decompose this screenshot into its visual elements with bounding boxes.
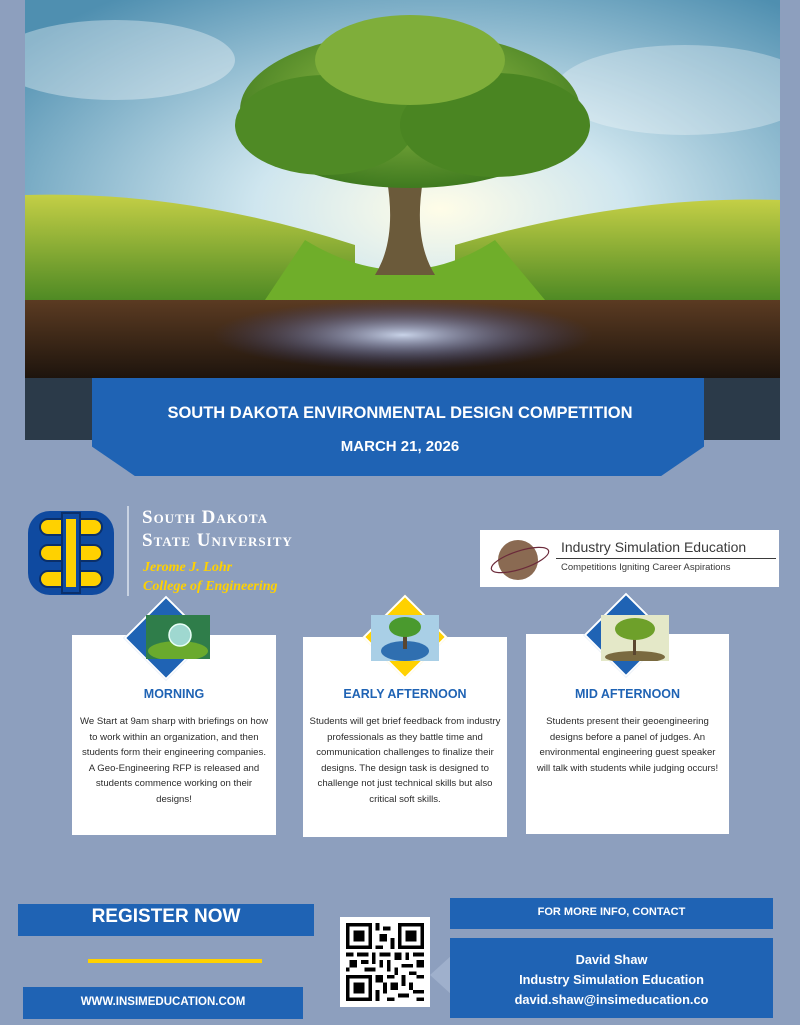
ise-divider bbox=[556, 558, 776, 559]
event-date: MARCH 21, 2026 bbox=[340, 438, 460, 455]
event-title: SOUTH DAKOTA ENVIRONMENTAL DESIGN COMPETITION bbox=[167, 404, 633, 422]
sdsu-college-line2: College of Engineering bbox=[143, 579, 278, 594]
early-afternoon-text: Students will get brief feedback from industry professionals as they battle time and communication challenges to finalize their designs. The design task is designed to challenge not just technical skills but also critical soft skills. bbox=[309, 716, 501, 805]
contact-header: FOR MORE INFO, CONTACT bbox=[537, 906, 686, 918]
sdsu-name-line2: State University bbox=[142, 530, 293, 551]
arrow-decoration bbox=[430, 955, 452, 995]
earth-tree-icon bbox=[371, 615, 439, 661]
early-afternoon-title: EARLY AFTERNOON bbox=[343, 687, 467, 701]
banner-shadow-right bbox=[700, 378, 780, 440]
register-underline bbox=[88, 959, 262, 963]
qr-code-icon[interactable] bbox=[340, 917, 430, 1007]
morning-title: MORNING bbox=[143, 687, 205, 701]
ise-tagline: Competitions Igniting Career Aspirations bbox=[561, 562, 731, 573]
morning-text: We Start at 9am sharp with briefings on how to work within an organization, and then students form their engineering companies. A Geo-Engineering RFP is released and students commence working on their designs! bbox=[79, 716, 269, 805]
sapling-icon bbox=[601, 615, 669, 661]
sdsu-name bbox=[142, 506, 293, 552]
sdsu-name-line1: South Dakota bbox=[142, 507, 269, 528]
sdsu-college bbox=[143, 558, 278, 596]
mid-afternoon-title: MID AFTERNOON bbox=[574, 687, 681, 701]
website-label[interactable]: WWW.INSIMEDUCATION.COM bbox=[80, 996, 246, 1008]
title-banner bbox=[92, 378, 704, 476]
sdsu-college-line1: Jerome J. Lohr bbox=[143, 560, 233, 575]
globe-icon bbox=[490, 536, 552, 584]
mid-afternoon-text: Students present their geoengineering designs before a panel of judges. An environmental engineering guest speaker will talk with students while judging occurs! bbox=[536, 716, 719, 774]
register-label[interactable]: REGISTER NOW bbox=[91, 906, 241, 927]
ise-name: Industry Simulation Education bbox=[561, 539, 747, 555]
contact-name: David Shaw bbox=[575, 952, 648, 967]
sdsu-divider bbox=[127, 506, 129, 596]
sdsu-logo-icon bbox=[22, 505, 120, 600]
contact-email[interactable]: david.shaw@insimeducation.co bbox=[514, 992, 709, 1007]
hero-tree-image bbox=[25, 0, 780, 380]
contact-org: Industry Simulation Education bbox=[519, 972, 704, 987]
water-drop-icon bbox=[146, 615, 210, 659]
